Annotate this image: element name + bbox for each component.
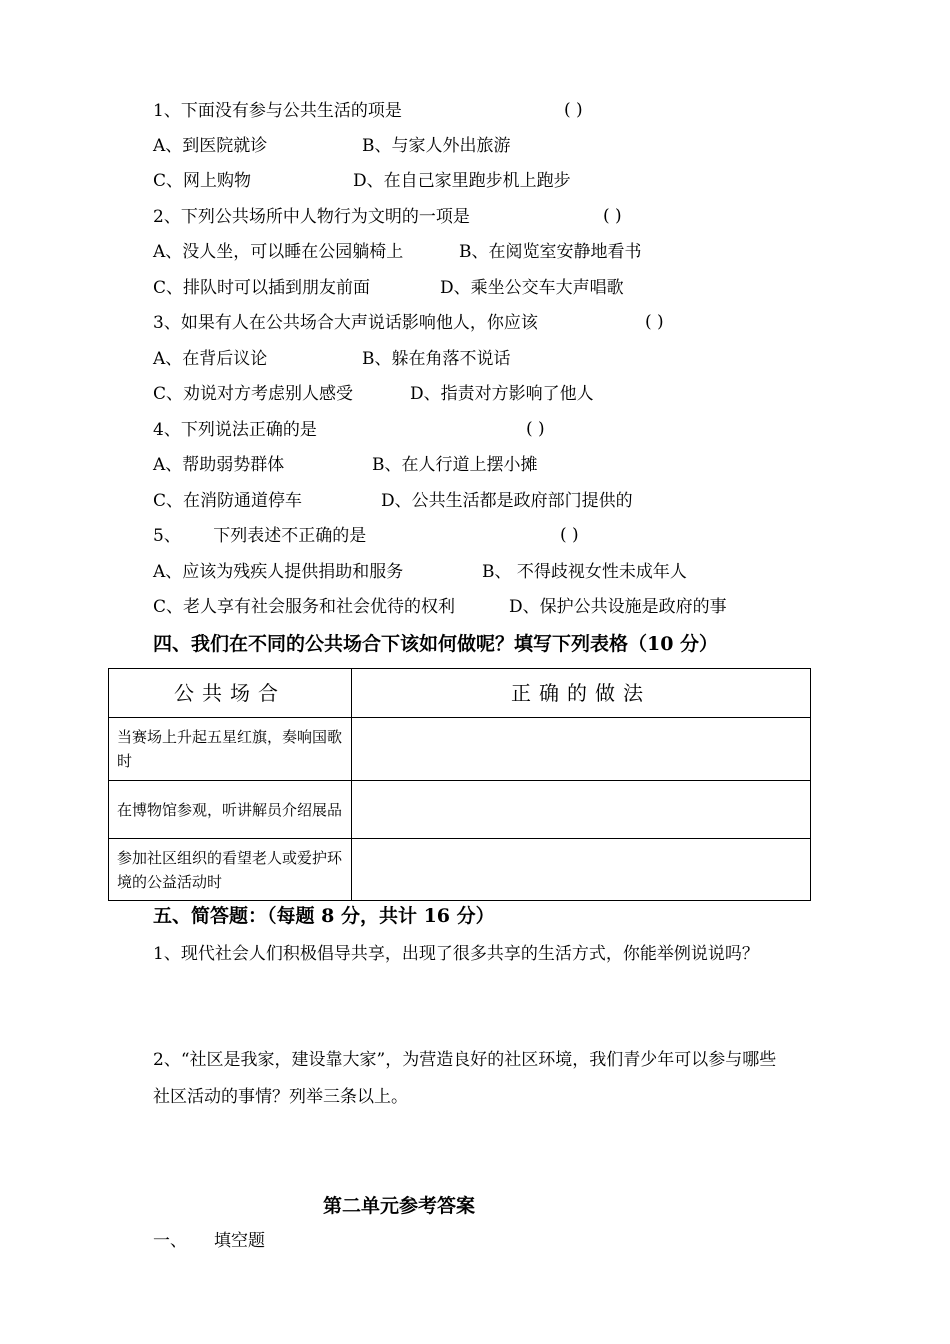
option-3a: A、在背后议论 — [153, 349, 268, 369]
answer-key-title: 第二单元参考答案 — [323, 1195, 476, 1217]
option-3b: B、躲在角落不说话 — [362, 349, 511, 369]
question-4: 4、下列说法正确的是 — [153, 420, 317, 440]
option-2c: C、排队时可以插到朋友前面 — [153, 278, 371, 298]
place-cell: 在博物馆参观，听讲解员介绍展品 — [109, 781, 352, 839]
header-public-place: 公共场合 — [109, 669, 352, 718]
option-2b: B、在阅览室安静地看书 — [459, 242, 642, 262]
table-row — [109, 781, 811, 839]
place-cell: 参加社区组织的看望老人或爱护环境的公益活动时 — [109, 839, 352, 901]
place-cell: 当赛场上升起五星红旗，奏响国歌时 — [109, 718, 352, 781]
answer-blank-3: ( ) — [645, 312, 664, 332]
short-answer-2-line1: 2、“社区是我家，建设靠大家”，为营造良好的社区环境，我们青少年可以参与哪些 — [153, 1050, 777, 1070]
question-2: 2、下列公共场所中人物行为文明的一项是 — [153, 207, 470, 227]
option-5c: C、老人享有社会服务和社会优待的权利 — [153, 597, 456, 617]
option-4d: D、公共生活都是政府部门提供的 — [381, 491, 633, 511]
option-2a: A、没人坐，可以睡在公园躺椅上 — [153, 242, 404, 262]
question-1: 1、下面没有参与公共生活的项是 — [153, 101, 402, 121]
answer-item-1: 一、 填空题 — [153, 1231, 266, 1251]
short-answer-2-line2: 社区活动的事情？列举三条以上。 — [153, 1087, 408, 1107]
question-3: 3、如果有人在公共场合大声说话影响他人，你应该 — [153, 313, 538, 333]
answer-blank-2: ( ) — [603, 206, 622, 226]
table-row — [109, 839, 811, 901]
answer-cell[interactable] — [352, 781, 811, 839]
section-4-title: 四、我们在不同的公共场合下该如何做呢？填写下列表格（10 分） — [153, 633, 719, 655]
option-5b: B、 不得歧视女性未成年人 — [482, 562, 687, 582]
question-5: 5、 下列表述不正确的是 — [153, 526, 367, 546]
option-4b: B、在人行道上摆小摊 — [372, 455, 538, 475]
option-1a: A、到医院就诊 — [153, 136, 268, 156]
answer-blank-5: ( ) — [560, 525, 579, 545]
answer-blank-1: ( ) — [564, 100, 583, 120]
section-5-title: 五、简答题：（每题 8 分，共计 16 分） — [153, 905, 495, 927]
table-row — [109, 718, 811, 781]
public-places-table — [108, 668, 811, 901]
answer-cell[interactable] — [352, 718, 811, 781]
option-4a: A、帮助弱势群体 — [153, 455, 285, 475]
option-1d: D、在自己家里跑步机上跑步 — [353, 171, 571, 191]
option-1b: B、与家人外出旅游 — [362, 136, 511, 156]
option-4c: C、在消防通道停车 — [153, 491, 303, 511]
option-1c: C、网上购物 — [153, 171, 252, 191]
option-3c: C、劝说对方考虑别人感受 — [153, 384, 354, 404]
option-5a: A、应该为残疾人提供捐助和服务 — [153, 562, 404, 582]
option-2d: D、乘坐公交车大声唱歌 — [440, 278, 624, 298]
short-answer-1: 1、现代社会人们积极倡导共享，出现了很多共享的生活方式，你能举例说说吗？ — [153, 944, 759, 964]
option-5d: D、保护公共设施是政府的事 — [509, 597, 727, 617]
table-header-row — [109, 669, 811, 718]
answer-cell[interactable] — [352, 839, 811, 901]
answer-blank-4: ( ) — [526, 419, 545, 439]
option-3d: D、指责对方影响了他人 — [410, 384, 594, 404]
header-correct-action: 正确的做法 — [352, 669, 811, 718]
